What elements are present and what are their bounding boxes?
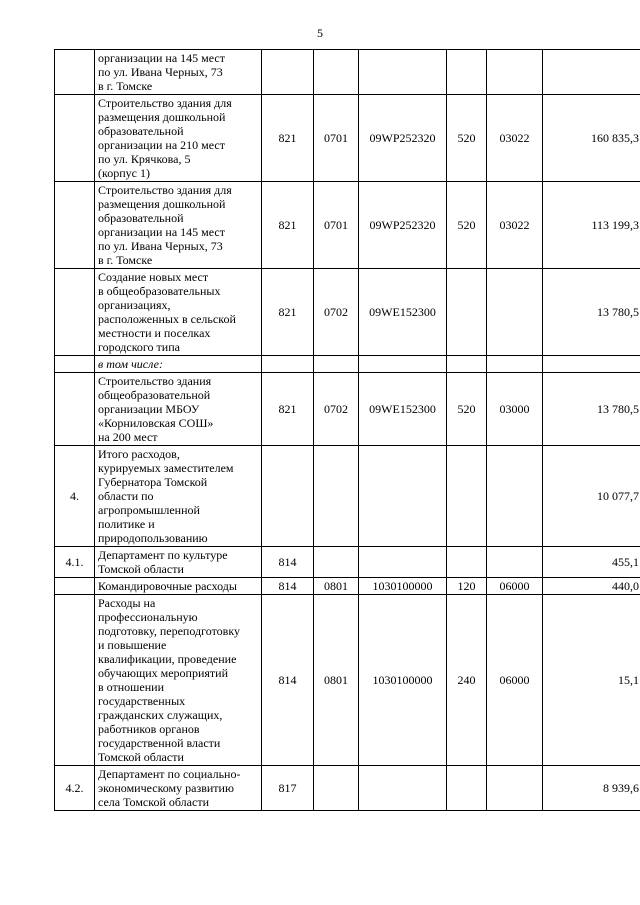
row-number — [55, 595, 95, 766]
amount: 8 939,6 — [543, 766, 640, 811]
section-code: 0801 — [314, 578, 359, 595]
expense-type-code: 520 — [447, 95, 487, 182]
expense-type-code: 120 — [447, 578, 487, 595]
expense-name: Командировочные расходы — [95, 578, 262, 595]
row-number — [55, 95, 95, 182]
expense-type-code — [447, 50, 487, 95]
section-code — [314, 446, 359, 547]
expense-type-code — [447, 269, 487, 356]
expense-name: Строительство здания для размещения дошкольной образовательной организации на 145 мест по ул. Ивана Черных, 73 в г. Томске — [95, 182, 262, 269]
expense-name: в том числе: — [95, 356, 262, 373]
section-code — [314, 356, 359, 373]
table-row — [55, 547, 640, 578]
amount: 10 077,7 — [543, 446, 640, 547]
expense-type-code: 520 — [447, 373, 487, 446]
ministry-code: 814 — [262, 547, 314, 578]
expense-name: Расходы на профессиональную подготовку, переподготовку и повышение квалификации, проведение обучающих мероприятий в отношении государственных гражданских служащих, работников органов государственной власти Томской области — [95, 595, 262, 766]
budget-table — [54, 49, 640, 811]
target-article-code: 09WE152300 — [359, 269, 447, 356]
row-number: 4.1. — [55, 547, 95, 578]
expense-type-code — [447, 356, 487, 373]
row-number: 4. — [55, 446, 95, 547]
kosgu-code: 03000 — [487, 373, 543, 446]
expense-type-code — [447, 766, 487, 811]
expense-name: Создание новых мест в общеобразовательных организациях, расположенных в сельской местности и поселках городского типа — [95, 269, 262, 356]
expense-name: Департамент по культуре Томской области — [95, 547, 262, 578]
table-row — [55, 95, 640, 182]
amount — [543, 50, 640, 95]
amount: 455,1 — [543, 547, 640, 578]
ministry-code: 821 — [262, 95, 314, 182]
table-row — [55, 182, 640, 269]
row-number — [55, 373, 95, 446]
ministry-code: 821 — [262, 373, 314, 446]
target-article-code: 1030100000 — [359, 578, 447, 595]
section-code — [314, 547, 359, 578]
row-number — [55, 578, 95, 595]
expense-type-code: 520 — [447, 182, 487, 269]
expense-name: организации на 145 мест по ул. Ивана Черных, 73 в г. Томске — [95, 50, 262, 95]
kosgu-code: 06000 — [487, 578, 543, 595]
section-code: 0701 — [314, 95, 359, 182]
target-article-code — [359, 356, 447, 373]
kosgu-code — [487, 766, 543, 811]
amount: 13 780,5 — [543, 269, 640, 356]
table-row — [55, 595, 640, 766]
amount: 113 199,3 — [543, 182, 640, 269]
table-row — [55, 578, 640, 595]
expense-type-code — [447, 547, 487, 578]
table-row — [55, 269, 640, 356]
kosgu-code: 03022 — [487, 95, 543, 182]
row-number — [55, 182, 95, 269]
expense-type-code: 240 — [447, 595, 487, 766]
target-article-code: 09WP252320 — [359, 95, 447, 182]
expense-name: Строительство здания общеобразовательной организации МБОУ «Корниловская СОШ» на 200 мест — [95, 373, 262, 446]
kosgu-code — [487, 547, 543, 578]
table-row — [55, 766, 640, 811]
expense-name: Департамент по социально- экономическому развитию села Томской области — [95, 766, 262, 811]
expense-name: Итого расходов, курируемых заместителем Губернатора Томской области по агропромышленной политике и природопользованию — [95, 446, 262, 547]
target-article-code — [359, 547, 447, 578]
ministry-code: 814 — [262, 595, 314, 766]
row-number — [55, 50, 95, 95]
table-row — [55, 373, 640, 446]
table-row — [55, 50, 640, 95]
target-article-code — [359, 50, 447, 95]
kosgu-code — [487, 356, 543, 373]
expense-name: Строительство здания для размещения дошкольной образовательной организации на 210 мест по ул. Крячкова, 5 (корпус 1) — [95, 95, 262, 182]
section-code: 0702 — [314, 373, 359, 446]
target-article-code — [359, 446, 447, 547]
section-code: 0701 — [314, 182, 359, 269]
ministry-code — [262, 446, 314, 547]
target-article-code — [359, 766, 447, 811]
ministry-code: 817 — [262, 766, 314, 811]
ministry-code — [262, 356, 314, 373]
expense-type-code — [447, 446, 487, 547]
amount: 13 780,5 — [543, 373, 640, 446]
amount — [543, 356, 640, 373]
table-row — [55, 446, 640, 547]
ministry-code: 814 — [262, 578, 314, 595]
section-code — [314, 766, 359, 811]
kosgu-code: 03022 — [487, 182, 543, 269]
amount: 440,0 — [543, 578, 640, 595]
table-row — [55, 356, 640, 373]
kosgu-code — [487, 446, 543, 547]
section-code: 0702 — [314, 269, 359, 356]
section-code: 0801 — [314, 595, 359, 766]
row-number — [55, 356, 95, 373]
ministry-code — [262, 50, 314, 95]
row-number: 4.2. — [55, 766, 95, 811]
kosgu-code — [487, 50, 543, 95]
kosgu-code: 06000 — [487, 595, 543, 766]
target-article-code: 09WE152300 — [359, 373, 447, 446]
kosgu-code — [487, 269, 543, 356]
page-number: 5 — [317, 26, 323, 40]
section-code — [314, 50, 359, 95]
ministry-code: 821 — [262, 182, 314, 269]
ministry-code: 821 — [262, 269, 314, 356]
row-number — [55, 269, 95, 356]
target-article-code: 09WP252320 — [359, 182, 447, 269]
amount: 15,1 — [543, 595, 640, 766]
target-article-code: 1030100000 — [359, 595, 447, 766]
amount: 160 835,3 — [543, 95, 640, 182]
